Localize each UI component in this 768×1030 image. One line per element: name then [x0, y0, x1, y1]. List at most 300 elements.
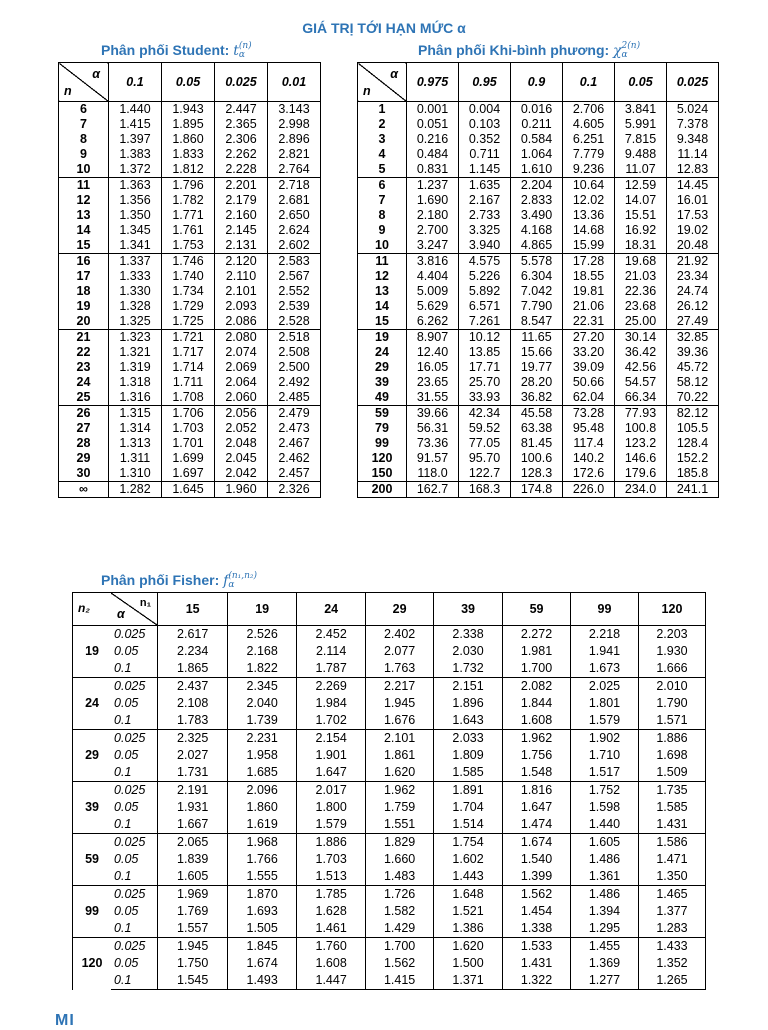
- table-cell: 2.500: [268, 360, 321, 375]
- table-cell: 1.962: [366, 782, 434, 800]
- table-cell: 11.07: [615, 162, 667, 178]
- table-row: [59, 482, 321, 498]
- alpha-label: 0.05: [111, 851, 158, 868]
- table-cell: 2.086: [215, 314, 268, 330]
- table-cell: 1.754: [434, 834, 503, 852]
- row-label: 5: [358, 162, 407, 178]
- table-cell: 2.365: [215, 117, 268, 132]
- table-cell: 1.643: [434, 712, 503, 730]
- row-label: 18: [59, 284, 109, 299]
- fisher-col-header: 24: [297, 593, 366, 626]
- table-cell: 45.72: [667, 360, 719, 375]
- table-cell: 1.521: [434, 903, 503, 920]
- table-cell: 11.14: [667, 147, 719, 162]
- table-cell: 1.483: [366, 868, 434, 886]
- logo: [55, 1012, 75, 1030]
- table-cell: 241.1: [667, 482, 719, 498]
- table-cell: 1.545: [158, 972, 228, 990]
- table-cell: 1.700: [366, 938, 434, 956]
- table-cell: 100.6: [511, 451, 563, 466]
- table-cell: 13.85: [459, 345, 511, 360]
- fisher-f-table: [72, 592, 706, 990]
- n2-label: 120: [73, 938, 112, 990]
- table-cell: 1.486: [571, 851, 639, 868]
- row-label: 19: [358, 330, 407, 346]
- row-label: 23: [59, 360, 109, 375]
- table-cell: 2.033: [434, 730, 503, 748]
- table-cell: 6.262: [407, 314, 459, 330]
- chi-heading-label: Phân phối Khi-bình phương:: [418, 42, 610, 58]
- fisher-col-header: 59: [503, 593, 571, 626]
- table-row: [73, 764, 706, 782]
- table-cell: 1.517: [571, 764, 639, 782]
- chi-header-row: [358, 63, 719, 102]
- table-cell: 2.027: [158, 747, 228, 764]
- table-cell: 19.77: [511, 360, 563, 375]
- table-cell: 1.984: [297, 695, 366, 712]
- table-cell: 16.92: [615, 223, 667, 238]
- table-cell: 1.886: [297, 834, 366, 852]
- table-cell: 1.295: [571, 920, 639, 938]
- table-row: [358, 436, 719, 451]
- table-cell: 1.945: [366, 695, 434, 712]
- chi-col-header: 0.975: [407, 63, 459, 102]
- table-cell: 13.36: [563, 208, 615, 223]
- table-cell: 1.513: [297, 868, 366, 886]
- fisher-symbol: [223, 573, 257, 589]
- chi-symbol-sub: α: [621, 50, 628, 60]
- table-cell: 2.231: [228, 730, 297, 748]
- table-cell: 1.790: [638, 695, 705, 712]
- table-cell: 1.415: [366, 972, 434, 990]
- table-cell: 26.12: [667, 299, 719, 314]
- table-cell: 0.211: [511, 117, 563, 132]
- table-row: [59, 375, 321, 390]
- table-cell: 1.647: [503, 799, 571, 816]
- table-cell: 1.710: [571, 747, 639, 764]
- table-cell: 1.551: [366, 816, 434, 834]
- alpha-label: 0.05: [111, 747, 158, 764]
- table-cell: 140.2: [563, 451, 615, 466]
- logo-text: MI: [55, 1012, 75, 1029]
- fisher-heading-label: Phân phối Fisher:: [101, 572, 220, 588]
- table-cell: 20.48: [667, 238, 719, 254]
- table-cell: 1.698: [638, 747, 705, 764]
- table-cell: 1.377: [638, 903, 705, 920]
- table-cell: 10.64: [563, 178, 615, 194]
- table-cell: 1.902: [571, 730, 639, 748]
- table-cell: 10.12: [459, 330, 511, 346]
- table-cell: 2.650: [268, 208, 321, 223]
- table-cell: 18.55: [563, 269, 615, 284]
- table-cell: 1.731: [158, 764, 228, 782]
- table-cell: 2.508: [268, 345, 321, 360]
- table-cell: 0.103: [459, 117, 511, 132]
- table-row: [358, 284, 719, 299]
- table-cell: 162.7: [407, 482, 459, 498]
- table-cell: 2.101: [366, 730, 434, 748]
- table-row: [59, 451, 321, 466]
- table-row: [59, 360, 321, 375]
- table-cell: 1.579: [571, 712, 639, 730]
- row-label: 29: [59, 451, 109, 466]
- row-label: 2: [358, 117, 407, 132]
- table-row: [73, 782, 706, 800]
- table-cell: 1.685: [228, 764, 297, 782]
- table-row: [73, 816, 706, 834]
- student-symbol-sup: (n): [238, 41, 252, 51]
- table-cell: 63.38: [511, 421, 563, 436]
- table-cell: 2.042: [215, 466, 268, 482]
- table-row: [358, 162, 719, 178]
- table-row: [73, 851, 706, 868]
- table-row: [358, 147, 719, 162]
- table-row: [73, 712, 706, 730]
- table-row: [59, 208, 321, 223]
- table-cell: 172.6: [563, 466, 615, 482]
- table-cell: 168.3: [459, 482, 511, 498]
- row-label: 3: [358, 132, 407, 147]
- student-symbol-letter: t: [233, 43, 239, 59]
- table-cell: 17.53: [667, 208, 719, 223]
- table-cell: 0.831: [407, 162, 459, 178]
- table-cell: 2.528: [268, 314, 321, 330]
- table-cell: 2.201: [215, 178, 268, 194]
- table-cell: 4.605: [563, 117, 615, 132]
- table-cell: 1.345: [109, 223, 162, 238]
- row-label: 7: [59, 117, 109, 132]
- table-row: [59, 284, 321, 299]
- table-cell: 2.074: [215, 345, 268, 360]
- table-cell: 1.701: [162, 436, 215, 451]
- table-row: [59, 147, 321, 162]
- table-cell: 1.711: [162, 375, 215, 390]
- table-cell: 179.6: [615, 466, 667, 482]
- row-label: 120: [358, 451, 407, 466]
- table-cell: 15.66: [511, 345, 563, 360]
- table-cell: 0.584: [511, 132, 563, 147]
- table-cell: 0.216: [407, 132, 459, 147]
- table-cell: 1.328: [109, 299, 162, 314]
- table-row: [73, 799, 706, 816]
- table-cell: 1.635: [459, 178, 511, 194]
- table-cell: 1.833: [162, 147, 215, 162]
- n2-label: 59: [73, 834, 112, 886]
- chi-symbol: [613, 43, 640, 59]
- table-cell: 1.318: [109, 375, 162, 390]
- table-row: [73, 886, 706, 904]
- chi-col-header: 0.1: [563, 63, 615, 102]
- table-cell: 36.82: [511, 390, 563, 406]
- table-cell: 1.585: [638, 799, 705, 816]
- table-row: [59, 466, 321, 482]
- table-cell: 1.700: [503, 660, 571, 678]
- table-row: [358, 330, 719, 346]
- table-cell: 0.016: [511, 102, 563, 118]
- table-cell: 100.8: [615, 421, 667, 436]
- table-cell: 1.282: [109, 482, 162, 498]
- table-cell: 12.83: [667, 162, 719, 178]
- table-cell: 1.237: [407, 178, 459, 194]
- table-cell: 1.311: [109, 451, 162, 466]
- alpha-label: 0.1: [111, 816, 158, 834]
- table-cell: 1.829: [366, 834, 434, 852]
- table-cell: 2.179: [215, 193, 268, 208]
- table-cell: 2.131: [215, 238, 268, 254]
- table-cell: 5.578: [511, 254, 563, 270]
- table-cell: 15.51: [615, 208, 667, 223]
- table-cell: 1.605: [158, 868, 228, 886]
- table-cell: 1.145: [459, 162, 511, 178]
- table-cell: 1.844: [503, 695, 571, 712]
- table-row: [59, 162, 321, 178]
- table-cell: 2.821: [268, 147, 321, 162]
- table-cell: 77.93: [615, 406, 667, 422]
- table-row: [73, 695, 706, 712]
- row-label: 24: [59, 375, 109, 390]
- table-cell: 1.901: [297, 747, 366, 764]
- table-cell: 62.04: [563, 390, 615, 406]
- table-cell: 22.36: [615, 284, 667, 299]
- fisher-col-header: 19: [228, 593, 297, 626]
- table-cell: 39.36: [667, 345, 719, 360]
- table-cell: 3.325: [459, 223, 511, 238]
- table-row: [358, 254, 719, 270]
- table-cell: 226.0: [563, 482, 615, 498]
- table-cell: 1.350: [638, 868, 705, 886]
- table-cell: 128.4: [667, 436, 719, 451]
- table-row: [59, 436, 321, 451]
- table-cell: 1.785: [297, 886, 366, 904]
- chi-corner-n: n: [363, 84, 371, 98]
- table-cell: 19.02: [667, 223, 719, 238]
- table-cell: 73.28: [563, 406, 615, 422]
- row-label: 59: [358, 406, 407, 422]
- fisher-symbol-letter: f: [223, 573, 229, 589]
- table-cell: 1.809: [434, 747, 503, 764]
- row-label: 19: [59, 299, 109, 314]
- row-label: 21: [59, 330, 109, 346]
- table-row: [358, 451, 719, 466]
- alpha-label: 0.1: [111, 660, 158, 678]
- table-cell: 122.7: [459, 466, 511, 482]
- table-cell: 1.283: [638, 920, 705, 938]
- row-label: 14: [358, 299, 407, 314]
- table-cell: 1.338: [503, 920, 571, 938]
- table-cell: 1.562: [503, 886, 571, 904]
- chi-col-header: 0.025: [667, 63, 719, 102]
- row-label: 10: [59, 162, 109, 178]
- table-cell: 1.322: [503, 972, 571, 990]
- table-cell: 2.120: [215, 254, 268, 270]
- table-cell: 1.735: [638, 782, 705, 800]
- student-symbol-sub: α: [238, 50, 245, 60]
- row-label: 30: [59, 466, 109, 482]
- alpha-label: 0.025: [111, 782, 158, 800]
- table-cell: 1.505: [228, 920, 297, 938]
- table-cell: 1.865: [158, 660, 228, 678]
- fisher-corner-n1: n₁: [139, 597, 152, 609]
- table-cell: 5.629: [407, 299, 459, 314]
- table-cell: 1.337: [109, 254, 162, 270]
- alpha-label: 0.025: [111, 886, 158, 904]
- table-cell: 2.064: [215, 375, 268, 390]
- table-cell: 1.822: [228, 660, 297, 678]
- table-cell: 0.352: [459, 132, 511, 147]
- table-cell: 105.5: [667, 421, 719, 436]
- table-cell: 1.371: [434, 972, 503, 990]
- table-cell: 33.93: [459, 390, 511, 406]
- table-cell: 1.454: [503, 903, 571, 920]
- alpha-label: 0.025: [111, 626, 158, 644]
- table-cell: 2.681: [268, 193, 321, 208]
- table-cell: 27.20: [563, 330, 615, 346]
- row-label: 27: [59, 421, 109, 436]
- table-cell: 21.92: [667, 254, 719, 270]
- row-label: 15: [59, 238, 109, 254]
- table-cell: 2.056: [215, 406, 268, 422]
- row-label: 14: [59, 223, 109, 238]
- table-cell: 45.58: [511, 406, 563, 422]
- table-cell: 22.31: [563, 314, 615, 330]
- row-label: 29: [358, 360, 407, 375]
- table-cell: 1.540: [503, 851, 571, 868]
- table-row: [59, 314, 321, 330]
- table-cell: 16.01: [667, 193, 719, 208]
- row-label: 28: [59, 436, 109, 451]
- table-cell: 1.394: [571, 903, 639, 920]
- table-cell: 2.706: [563, 102, 615, 118]
- fisher-corner-cell: [73, 593, 158, 626]
- table-cell: 123.2: [615, 436, 667, 451]
- table-row: [59, 178, 321, 194]
- table-cell: 2.325: [158, 730, 228, 748]
- fisher-col-header: 120: [638, 593, 705, 626]
- alpha-label: 0.025: [111, 730, 158, 748]
- table-row: [73, 747, 706, 764]
- row-label: 8: [59, 132, 109, 147]
- chi-col-header: 0.9: [511, 63, 563, 102]
- table-cell: 0.001: [407, 102, 459, 118]
- alpha-label: 0.05: [111, 955, 158, 972]
- table-cell: 54.57: [615, 375, 667, 390]
- table-cell: 31.55: [407, 390, 459, 406]
- table-cell: 1.740: [162, 269, 215, 284]
- table-cell: 2.617: [158, 626, 228, 644]
- table-cell: 1.750: [158, 955, 228, 972]
- table-cell: 3.940: [459, 238, 511, 254]
- table-cell: 23.68: [615, 299, 667, 314]
- table-row: [73, 643, 706, 660]
- table-cell: 1.753: [162, 238, 215, 254]
- table-cell: 1.801: [571, 695, 639, 712]
- table-cell: 1.760: [297, 938, 366, 956]
- table-cell: 1.746: [162, 254, 215, 270]
- table-cell: 12.59: [615, 178, 667, 194]
- table-cell: 1.265: [638, 972, 705, 990]
- table-cell: 50.66: [563, 375, 615, 390]
- table-cell: 1.958: [228, 747, 297, 764]
- table-cell: 1.352: [638, 955, 705, 972]
- table-cell: 1.310: [109, 466, 162, 482]
- fisher-col-header: 39: [434, 593, 503, 626]
- table-cell: 2.080: [215, 330, 268, 346]
- row-label: 12: [59, 193, 109, 208]
- row-label: ∞: [59, 482, 109, 498]
- alpha-label: 0.025: [111, 834, 158, 852]
- table-cell: 95.48: [563, 421, 615, 436]
- table-cell: 234.0: [615, 482, 667, 498]
- table-cell: 1.725: [162, 314, 215, 330]
- table-row: [73, 834, 706, 852]
- table-cell: 2.467: [268, 436, 321, 451]
- table-row: [358, 375, 719, 390]
- table-cell: 5.991: [615, 117, 667, 132]
- table-cell: 2.101: [215, 284, 268, 299]
- table-cell: 4.575: [459, 254, 511, 270]
- table-cell: 0.004: [459, 102, 511, 118]
- alpha-label: 0.05: [111, 799, 158, 816]
- table-cell: 1.455: [571, 938, 639, 956]
- table-row: [358, 406, 719, 422]
- row-label: 1: [358, 102, 407, 118]
- student-corner-cell: [59, 63, 109, 102]
- row-label: 10: [358, 238, 407, 254]
- table-cell: 17.71: [459, 360, 511, 375]
- table-row: [73, 678, 706, 696]
- table-cell: 1.769: [158, 903, 228, 920]
- table-cell: 1.397: [109, 132, 162, 147]
- table-cell: 1.440: [571, 816, 639, 834]
- table-cell: 1.787: [297, 660, 366, 678]
- table-cell: 1.474: [503, 816, 571, 834]
- table-cell: 1.895: [162, 117, 215, 132]
- table-cell: 3.816: [407, 254, 459, 270]
- table-cell: 2.010: [638, 678, 705, 696]
- table-cell: 128.3: [511, 466, 563, 482]
- table-cell: 39.09: [563, 360, 615, 375]
- table-cell: 1.608: [503, 712, 571, 730]
- table-cell: 1.471: [638, 851, 705, 868]
- table-cell: 1.361: [571, 868, 639, 886]
- alpha-label: 0.1: [111, 972, 158, 990]
- table-cell: 1.548: [503, 764, 571, 782]
- table-cell: 1.372: [109, 162, 162, 178]
- table-cell: 1.325: [109, 314, 162, 330]
- table-cell: 66.34: [615, 390, 667, 406]
- table-cell: 1.968: [228, 834, 297, 852]
- table-cell: 2.160: [215, 208, 268, 223]
- table-row: [358, 299, 719, 314]
- table-cell: 1.962: [503, 730, 571, 748]
- row-label: 4: [358, 147, 407, 162]
- table-cell: 2.048: [215, 436, 268, 451]
- table-cell: 8.547: [511, 314, 563, 330]
- table-row: [358, 345, 719, 360]
- table-row: [73, 920, 706, 938]
- table-cell: 6.251: [563, 132, 615, 147]
- table-row: [358, 390, 719, 406]
- table-cell: 73.36: [407, 436, 459, 451]
- table-cell: 2.151: [434, 678, 503, 696]
- table-cell: 2.896: [268, 132, 321, 147]
- table-cell: 58.12: [667, 375, 719, 390]
- student-symbol: [233, 43, 251, 59]
- table-cell: 7.261: [459, 314, 511, 330]
- table-cell: 19.68: [615, 254, 667, 270]
- table-row: [59, 254, 321, 270]
- row-label: 15: [358, 314, 407, 330]
